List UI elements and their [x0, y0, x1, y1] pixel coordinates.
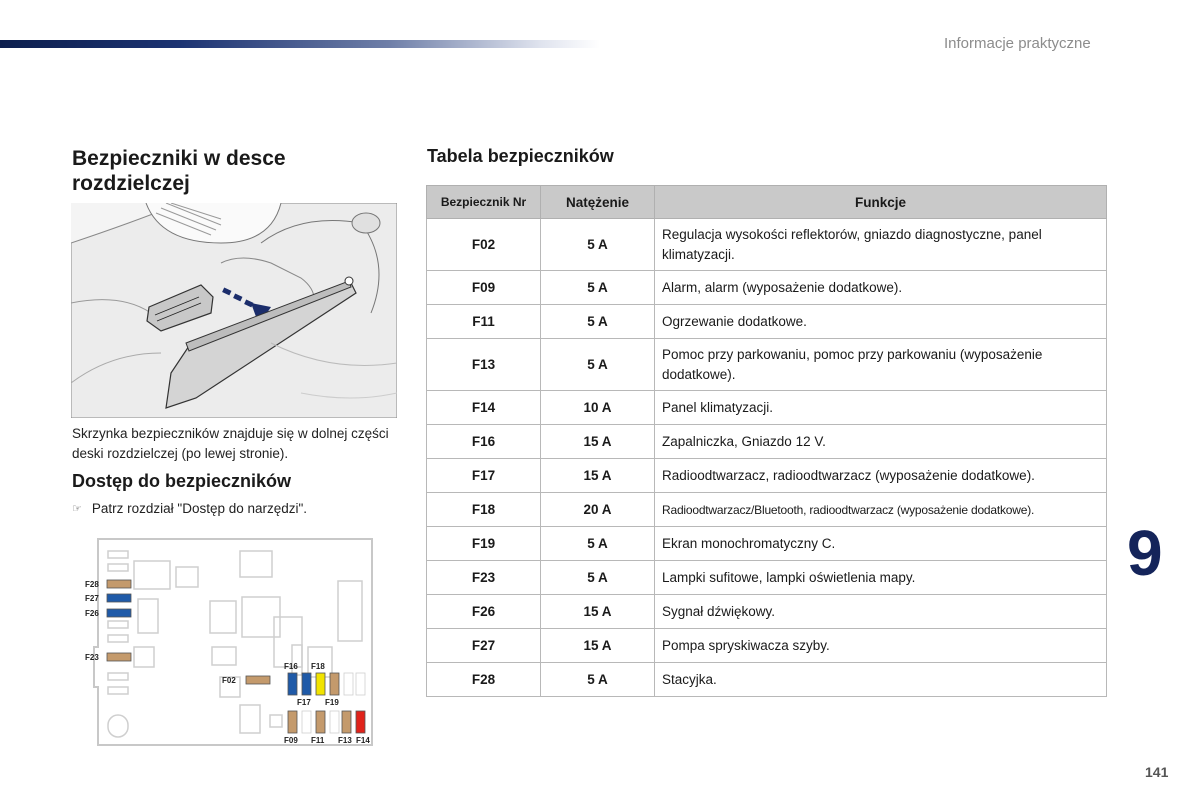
function-cell: Ekran monochromatyczny C. — [655, 527, 1107, 561]
fuse-number-cell: F11 — [427, 305, 541, 339]
function-cell: Stacyjka. — [655, 663, 1107, 697]
table-row — [427, 595, 1107, 629]
amperage-cell: 20 A — [541, 493, 655, 527]
header-amperage: Natężenie — [541, 186, 655, 219]
table-row — [427, 391, 1107, 425]
access-title: Dostęp do bezpieczników — [72, 471, 292, 491]
fuse-label-f11: F11 — [311, 736, 325, 745]
fuse-number-cell: F16 — [427, 425, 541, 459]
fuse-f02 — [246, 676, 270, 684]
amperage-cell: 5 A — [541, 339, 655, 391]
fuse-f09 — [288, 711, 297, 733]
function-cell: Pompa spryskiwacza szyby. — [655, 629, 1107, 663]
amperage-cell: 5 A — [541, 219, 655, 271]
function-cell: Panel klimatyzacji. — [655, 391, 1107, 425]
fuse-f16 — [288, 673, 297, 695]
fusebox-diagram — [80, 537, 380, 747]
table-row — [427, 663, 1107, 697]
amperage-cell: 5 A — [541, 663, 655, 697]
amperage-cell: 15 A — [541, 459, 655, 493]
fuse-number-cell: F23 — [427, 561, 541, 595]
fuse-label-f17: F17 — [297, 698, 311, 707]
amperage-cell: 5 A — [541, 527, 655, 561]
amperage-cell: 10 A — [541, 391, 655, 425]
page-title: Bezpieczniki w desce rozdzielczej — [72, 147, 286, 195]
chapter-number: 9 — [1127, 517, 1163, 589]
fuse-number-cell: F27 — [427, 629, 541, 663]
fuse-empty-slot — [302, 711, 311, 733]
fuse-number-cell: F02 — [427, 219, 541, 271]
table-row — [427, 459, 1107, 493]
table-row — [427, 629, 1107, 663]
fuse-f26 — [107, 609, 131, 617]
fuse-label-f16: F16 — [284, 662, 298, 671]
fuse-number-cell: F09 — [427, 271, 541, 305]
function-cell: Alarm, alarm (wyposażenie dodatkowe). — [655, 271, 1107, 305]
fuse-f14 — [356, 711, 365, 733]
amperage-cell: 5 A — [541, 561, 655, 595]
table-row — [427, 493, 1107, 527]
fuse-number-cell: F19 — [427, 527, 541, 561]
fuse-label-f13: F13 — [338, 736, 352, 745]
fuse-f13 — [342, 711, 351, 733]
fuse-f19 — [330, 673, 339, 695]
table-row — [427, 425, 1107, 459]
function-cell: Radioodtwarzacz/Bluetooth, radioodtwarzacz (wyposażenie dodatkowe). — [655, 493, 1107, 527]
fuse-f28 — [107, 580, 131, 588]
fuse-number-cell: F17 — [427, 459, 541, 493]
fusebox-location-caption: Skrzynka bezpieczników znajduje się w dolnej części deski rozdzielczej (po lewej stronie). — [72, 426, 389, 461]
table-header-row — [427, 186, 1107, 219]
fuse-label-f28: F28 — [85, 580, 99, 589]
fuse-table — [426, 185, 1107, 697]
fuse-label-f14: F14 — [356, 736, 370, 745]
amperage-cell: 5 A — [541, 305, 655, 339]
amperage-cell: 5 A — [541, 271, 655, 305]
table-row — [427, 219, 1107, 271]
fuse-number-cell: F13 — [427, 339, 541, 391]
function-cell: Pomoc przy parkowaniu, pomoc przy parkowaniu (wyposażenie dodatkowe). — [655, 339, 1107, 391]
fuse-label-f02: F02 — [222, 676, 236, 685]
fuse-label-f18: F18 — [311, 662, 325, 671]
fuse-label-f19: F19 — [325, 698, 339, 707]
fuse-number-cell: F26 — [427, 595, 541, 629]
fuse-label-f09: F09 — [284, 736, 298, 745]
fuse-number-cell: F14 — [427, 391, 541, 425]
fuse-label-f27: F27 — [85, 594, 99, 603]
fuse-label-f23: F23 — [85, 653, 99, 662]
fuse-f17 — [302, 673, 311, 695]
fuse-label-f26: F26 — [85, 609, 99, 618]
table-row — [427, 271, 1107, 305]
amperage-cell: 15 A — [541, 629, 655, 663]
fuse-f27 — [107, 594, 131, 602]
pointing-hand-icon: ☞ — [72, 503, 82, 515]
fuse-number-cell: F28 — [427, 663, 541, 697]
fuse-number-cell: F18 — [427, 493, 541, 527]
dashboard-fusebox-photo — [71, 203, 397, 418]
table-row — [427, 305, 1107, 339]
table-row — [427, 561, 1107, 595]
function-cell: Regulacja wysokości reflektorów, gniazdo diagnostyczne, panel klimatyzacji. — [655, 219, 1107, 271]
fuse-empty-slot — [356, 673, 365, 695]
access-bullet-text: Patrz rozdział "Dostęp do narzędzi". — [91, 501, 308, 516]
function-cell: Radioodtwarzacz, radioodtwarzacz (wyposażenie dodatkowe). — [655, 459, 1107, 493]
function-cell: Lampki sufitowe, lampki oświetlenia mapy. — [655, 561, 1107, 595]
amperage-cell: 15 A — [541, 425, 655, 459]
header-functions: Funkcje — [655, 186, 1107, 219]
fuse-empty-slot — [344, 673, 353, 695]
access-bullet — [72, 501, 307, 516]
function-cell: Sygnał dźwiękowy. — [655, 595, 1107, 629]
function-cell: Ogrzewanie dodatkowe. — [655, 305, 1107, 339]
section-title: Informacje praktyczne — [944, 35, 1091, 52]
table-title: Tabela bezpieczników — [427, 146, 614, 166]
function-cell: Zapalniczka, Gniazdo 12 V. — [655, 425, 1107, 459]
fuse-f18 — [316, 673, 325, 695]
page-number: 141 — [1145, 764, 1169, 780]
table-row — [427, 527, 1107, 561]
fuse-empty-slot — [330, 711, 339, 733]
fuse-f11 — [316, 711, 325, 733]
header-accent-bar — [0, 40, 600, 48]
table-row — [427, 339, 1107, 391]
header-fuse-number: Bezpiecznik Nr — [427, 186, 541, 219]
amperage-cell: 15 A — [541, 595, 655, 629]
fuse-f23 — [107, 653, 131, 661]
